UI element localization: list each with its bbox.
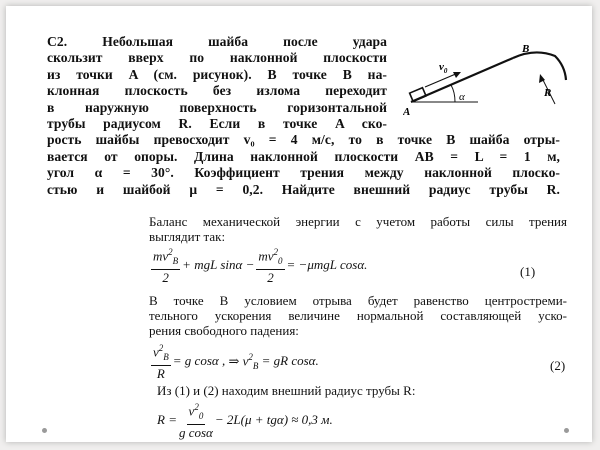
slide-corner-dot: [564, 428, 569, 433]
problem-line: клонная плоскость без излома переходит: [47, 83, 387, 99]
fraction-kinetic-b: $\frac{mv^2_B}{2}$: [153, 247, 179, 285]
puck: [410, 88, 426, 102]
label-a: A: [403, 106, 411, 118]
equation-3: R = $\frac{v^2_0}{\text{g cosα}}$ − 2L(μ + tgα) ≈ 0,3 м.: [157, 402, 333, 440]
fraction-kinetic-0: $\frac{mv^2_0}{2}$: [258, 247, 283, 285]
problem-line: угол α = 30°. Коэффициент трения между наклонной плоско-: [47, 165, 560, 181]
equation-2: $\frac{v^2_B}{R}$ = g cosα , ⇒ $v^2_B$ = gR cosα.: [153, 343, 319, 381]
label-r: R: [544, 87, 552, 99]
solution-text-2c: рения свободного падения:: [149, 323, 299, 338]
label-b: B: [522, 43, 530, 55]
fraction-result: $\frac{v^2_0}{\text{g cosα}}$: [178, 402, 213, 440]
fraction-centripetal: $\frac{v^2_B}{R}$: [153, 343, 169, 381]
slide: [6, 6, 592, 442]
label-alpha: α: [459, 91, 465, 103]
equation-2-number: (2): [550, 358, 566, 373]
problem-line: трубы радиусом R. Если в точке A ско-: [47, 116, 387, 132]
label-v0: $v_0$: [439, 61, 448, 75]
solution-scan: [145, 211, 577, 439]
problem-line: в наружную поверхность горизонтальной: [47, 99, 387, 115]
problem-line: скользит вверх по наклонной плоскости: [47, 50, 387, 66]
problem-scan: [43, 28, 568, 214]
equation-1: $\frac{mv^2_B}{2}$ + mgL sinα − $\frac{mv^2_0}{2}$ = −μmgL cosα.: [153, 247, 368, 285]
problem-label: С2.: [47, 34, 68, 49]
problem-line: из точки A (см. рисунок). В точке B на-: [47, 66, 387, 82]
solution-intro-1: Баланс механической энергии с учетом работы силы трения: [149, 214, 567, 229]
problem-line: рость шайбы превосходит v₀ = 4 м/с, то в точке B шайба отры-: [47, 132, 560, 148]
problem-line: С2. Небольшая шайба после удара: [47, 34, 387, 49]
problem-line: вается от опоры. Длина наклонной плоскости AB = L = 1 м,: [47, 148, 560, 164]
solution-intro-2: выглядит так:: [149, 229, 226, 244]
equation-1-number: (1): [520, 264, 536, 279]
solution-text-3: Из (1) и (2) находим внешний радиус трубы R:: [157, 383, 416, 398]
pipe-surface: [513, 52, 566, 80]
solution-text-2b: тельного ускорения величине нормальной составляющей уско-: [149, 308, 567, 323]
solution-text-2a: В точке B условием отрыва будет равенство центростреми-: [149, 293, 567, 308]
incline-figure: [403, 32, 568, 132]
problem-line: стью и шайбой μ = 0,2. Найдите внешний радиус трубы R.: [47, 181, 560, 197]
angle-arc: [451, 85, 455, 102]
slide-corner-dot: [42, 428, 47, 433]
